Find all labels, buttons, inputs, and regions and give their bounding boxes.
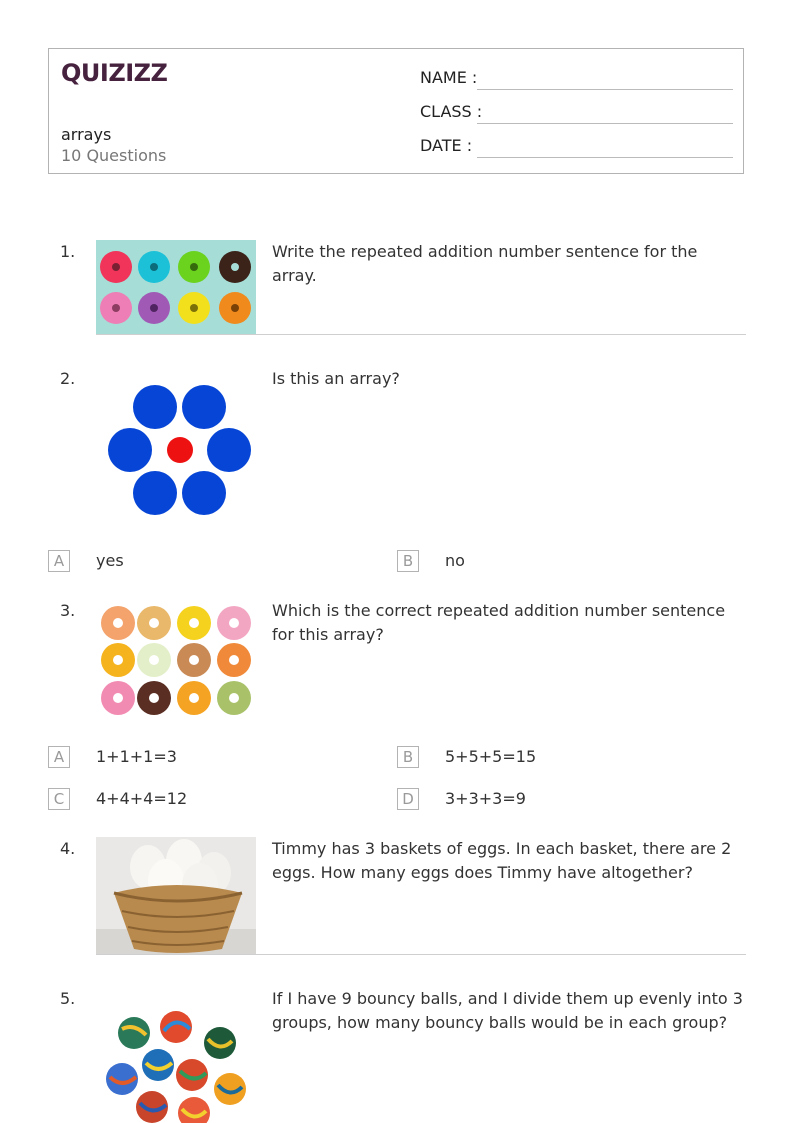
- question-divider: [96, 954, 746, 955]
- worksheet-header: [48, 48, 744, 174]
- option-text[interactable]: no: [445, 551, 465, 570]
- option-text[interactable]: 4+4+4=12: [96, 789, 188, 808]
- class-field[interactable]: [477, 123, 733, 124]
- name-field[interactable]: [477, 89, 733, 90]
- date-field[interactable]: [477, 157, 733, 158]
- option-letter[interactable]: A: [48, 550, 70, 572]
- quizizz-logo: QUIZIZZ: [61, 59, 168, 87]
- question-3-text: Which is the correct repeated addition number sentence for this array?: [272, 601, 726, 644]
- option-text[interactable]: 1+1+1=3: [96, 747, 177, 766]
- bouncy-balls-image: [96, 1005, 256, 1123]
- question-4-text: Timmy has 3 baskets of eggs. In each basket, there are 2 eggs. How many eggs does Timmy have altogether?: [272, 839, 732, 882]
- question-1-number: 1.: [60, 242, 76, 261]
- option-letter[interactable]: D: [397, 788, 419, 810]
- option-letter[interactable]: C: [48, 788, 70, 810]
- question-3-number: 3.: [60, 601, 76, 620]
- dot-pattern-image: [96, 380, 256, 520]
- worksheet-title: arrays: [61, 125, 112, 144]
- donut-grid-image: [96, 600, 256, 720]
- option-letter[interactable]: B: [397, 550, 419, 572]
- option-text[interactable]: 5+5+5=15: [445, 747, 537, 766]
- question-divider: [96, 334, 746, 335]
- donut-row-image: [96, 240, 256, 334]
- class-label: CLASS :: [420, 102, 483, 121]
- question-5-number: 5.: [60, 989, 76, 1008]
- option-text[interactable]: yes: [96, 551, 124, 570]
- question-1-text: Write the repeated addition number sentence for the array.: [272, 242, 698, 285]
- name-label: NAME :: [420, 68, 478, 87]
- question-2-number: 2.: [60, 369, 76, 388]
- question-5-text: If I have 9 bouncy balls, and I divide them up evenly into 3 groups, how many bouncy balls would be in each group?: [272, 989, 743, 1032]
- option-letter[interactable]: A: [48, 746, 70, 768]
- question-count: 10 Questions: [61, 146, 167, 165]
- question-2-text: Is this an array?: [272, 369, 400, 388]
- option-text[interactable]: 3+3+3=9: [445, 789, 526, 808]
- date-label: DATE :: [420, 136, 473, 155]
- option-letter[interactable]: B: [397, 746, 419, 768]
- egg-basket-image: [96, 837, 256, 954]
- question-4-number: 4.: [60, 839, 76, 858]
